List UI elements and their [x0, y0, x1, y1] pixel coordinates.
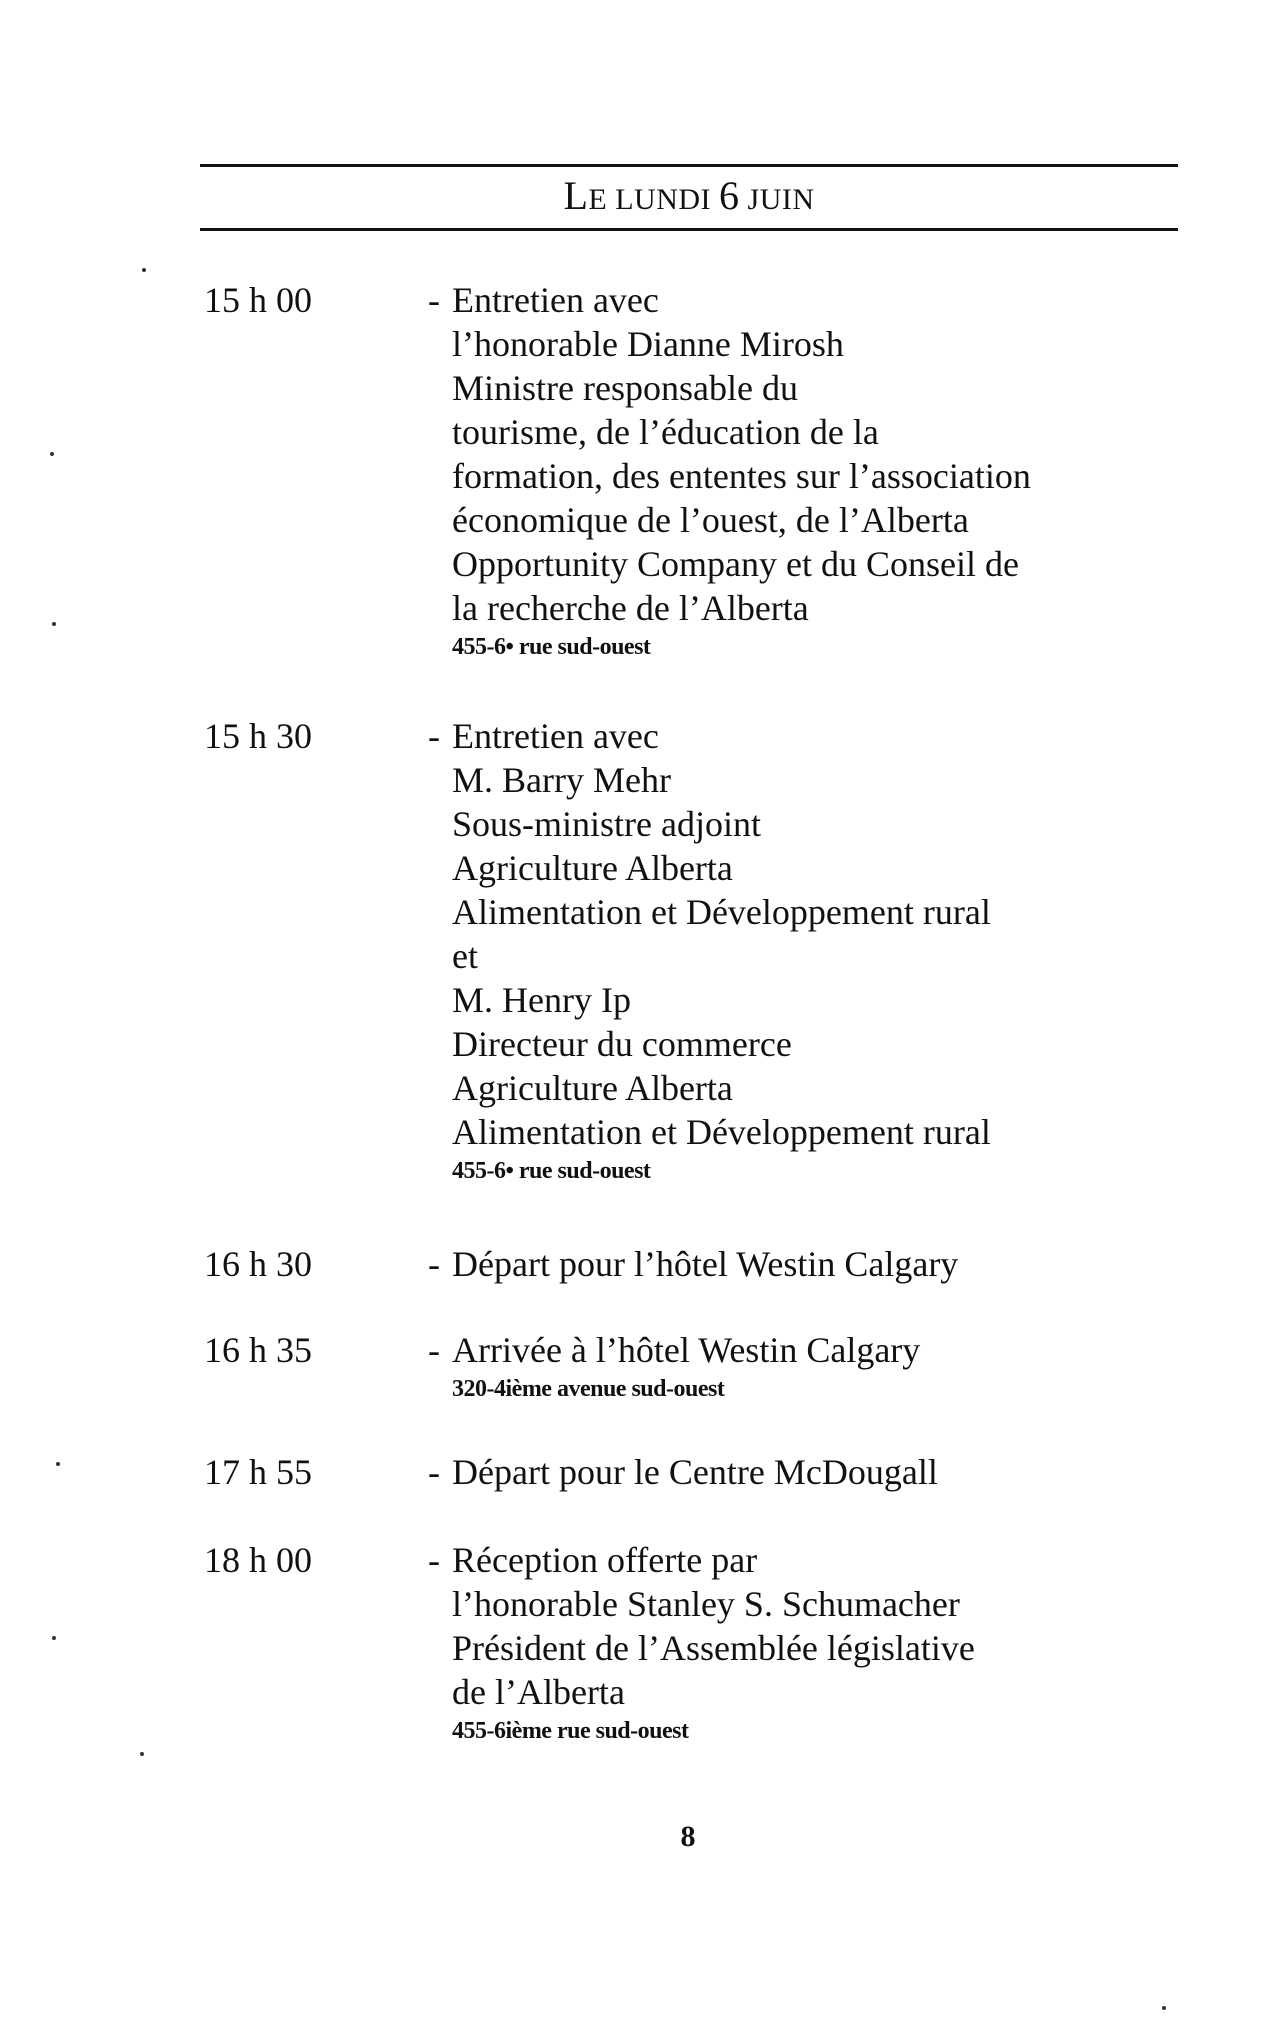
scan-speck — [1162, 2006, 1166, 2010]
entry-time: 16 h 35 — [204, 1330, 312, 1370]
entry-line: Président de l’Assemblée législative — [452, 1628, 975, 1668]
heading-text-a: E LUNDI — [588, 183, 720, 216]
header-top-rule — [200, 164, 1178, 167]
entry-body — [428, 1538, 1188, 1748]
entry-dash: - — [428, 1540, 440, 1580]
entry-line: Opportunity Company et du Conseil de — [452, 544, 1019, 584]
entry-body — [428, 1450, 1188, 1494]
entry-line: Réception offerte par — [452, 1540, 758, 1580]
entry-dash: - — [428, 1330, 440, 1370]
entry-line: Sous-ministre adjoint — [452, 804, 761, 844]
entry-time: 16 h 30 — [204, 1244, 312, 1284]
entry-line: économique de l’ouest, de l’Alberta — [452, 500, 969, 540]
entry-line: formation, des ententes sur l’association — [452, 456, 1031, 496]
entry-time: 18 h 00 — [204, 1540, 312, 1580]
entry-dash: - — [428, 716, 440, 756]
entry-dash: - — [428, 1244, 440, 1284]
entry-line: Départ pour l’hôtel Westin Calgary — [452, 1244, 959, 1284]
heading-initial: L — [563, 173, 589, 218]
scan-speck — [52, 622, 56, 626]
entry-line: Alimentation et Développement rural — [452, 892, 991, 932]
entry-time: 15 h 00 — [204, 280, 312, 320]
entry-line: Entretien avec — [452, 716, 659, 756]
entry-dash: - — [428, 280, 440, 320]
entry-line: Ministre responsable du — [452, 368, 798, 408]
scan-speck — [140, 1752, 144, 1756]
entry-body — [428, 1242, 1188, 1286]
heading-text-b: JUIN — [739, 183, 815, 216]
entry-line: l’honorable Stanley S. Schumacher — [452, 1584, 960, 1624]
entry-address: 455-6• rue sud-ouest — [452, 634, 651, 660]
entry-line: la recherche de l’Alberta — [452, 588, 809, 628]
entry-line: M. Barry Mehr — [452, 760, 671, 800]
entry-line: M. Henry Ip — [452, 980, 631, 1020]
entry-line: Départ pour le Centre McDougall — [452, 1452, 938, 1492]
page-heading — [200, 172, 1178, 224]
scan-speck — [56, 1462, 60, 1466]
page-number: 8 — [680, 1820, 696, 1853]
entry-line: et — [452, 936, 478, 976]
entry-body — [428, 278, 1188, 664]
entry-line: Arrivée à l’hôtel Westin Calgary — [452, 1330, 921, 1370]
entry-body — [428, 714, 1188, 1188]
entry-line: de l’Alberta — [452, 1672, 625, 1712]
entry-line: Directeur du commerce — [452, 1024, 792, 1064]
entry-address: 455-6ième rue sud-ouest — [452, 1718, 689, 1744]
header-bottom-rule — [200, 228, 1178, 231]
scan-speck — [142, 268, 146, 272]
entry-body — [428, 1328, 1188, 1406]
entry-line: tourisme, de l’éducation de la — [452, 412, 879, 452]
entry-dash: - — [428, 1452, 440, 1492]
entry-time: 17 h 55 — [204, 1452, 312, 1492]
heading-day-number: 6 — [719, 173, 740, 218]
entry-line: Alimentation et Développement rural — [452, 1112, 991, 1152]
entry-line: Agriculture Alberta — [452, 848, 733, 888]
scan-speck — [52, 1636, 56, 1640]
entry-address: 320-4ième avenue sud-ouest — [452, 1376, 725, 1402]
entry-line: Agriculture Alberta — [452, 1068, 733, 1108]
entry-address: 455-6• rue sud-ouest — [452, 1158, 651, 1184]
entry-time: 15 h 30 — [204, 716, 312, 756]
entry-line: l’honorable Dianne Mirosh — [452, 324, 844, 364]
scan-speck — [50, 452, 54, 456]
entry-line: Entretien avec — [452, 280, 659, 320]
